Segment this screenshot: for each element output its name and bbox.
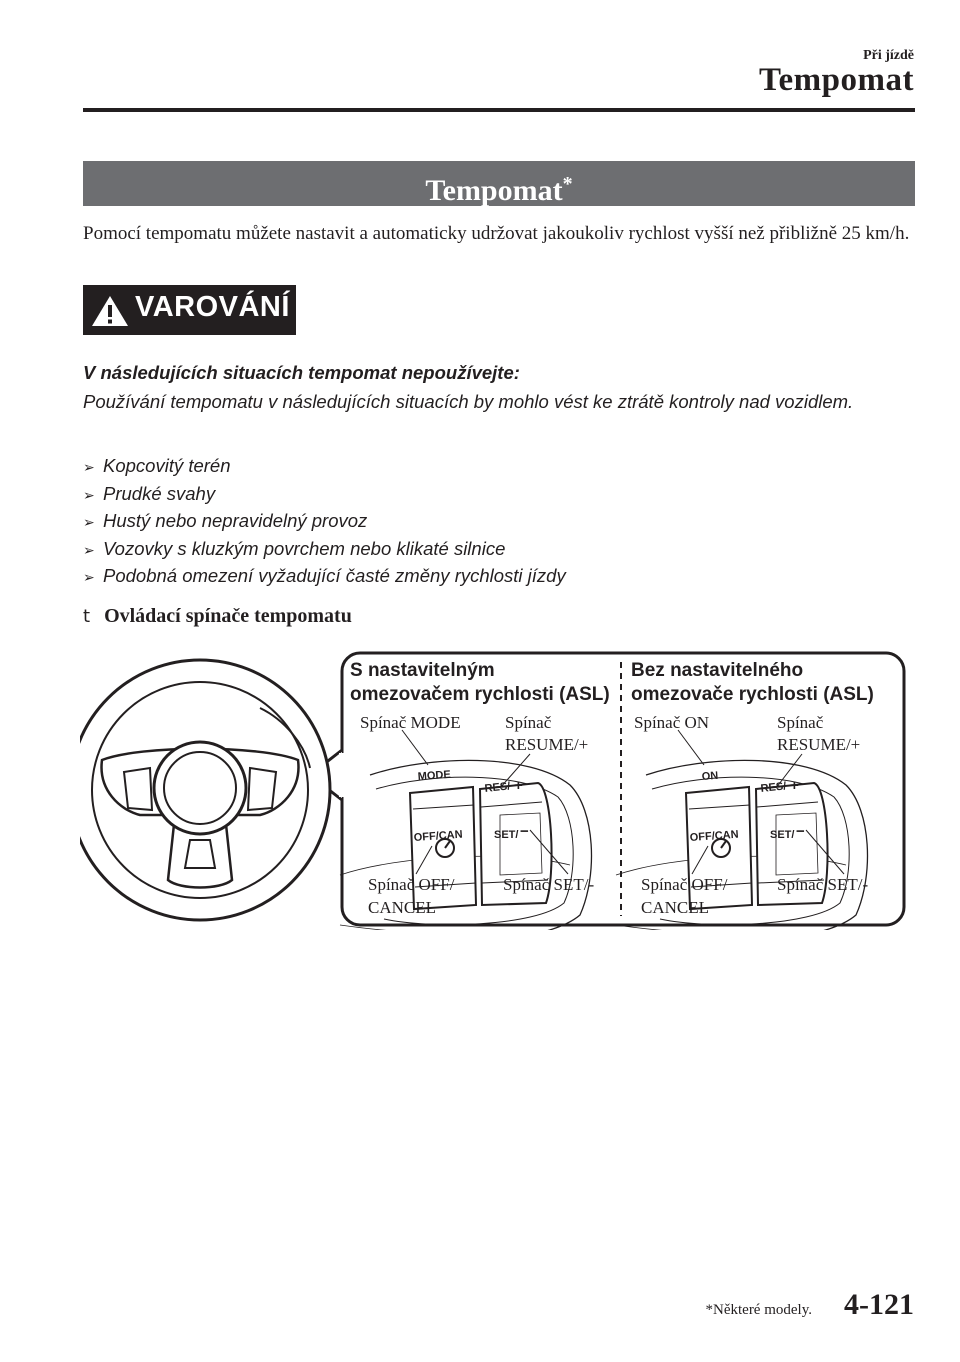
footnote: *Některé modely. — [705, 1302, 812, 1318]
right-panel-title-2: omezovače rychlosti (ASL) — [631, 684, 874, 705]
list-item: ➢ Hustý nebo nepravidelný provoz — [83, 507, 566, 535]
list-item: ➢ Vozovky s kluzkým povrchem nebo klikaté silnice — [83, 535, 566, 563]
minus-symbol: − — [796, 823, 805, 840]
left-label-offcancel-2: CANCEL — [368, 898, 436, 917]
arrow-bullet-icon: ➢ — [83, 569, 95, 585]
page-number: 4-121 — [844, 1288, 914, 1321]
set-button-label: SET/ — [494, 829, 519, 841]
subsection-title: Ovládací spínače tempomatu — [104, 605, 352, 627]
minus-symbol: − — [520, 823, 529, 840]
mode-button-label: MODE — [417, 768, 452, 783]
list-item: ➢ Podobná omezení vyžadující časté změny rychlosti jízdy — [83, 562, 566, 590]
left-label-resume-1: Spínač — [505, 713, 552, 732]
warning-label: VAROVÁNÍ — [135, 291, 290, 323]
subsection-marker: t — [83, 606, 91, 627]
right-label-offcancel-2: CANCEL — [641, 898, 709, 917]
right-label-resume-2: RESUME/+ — [777, 735, 861, 754]
plus-symbol: + — [790, 777, 799, 794]
section-banner — [83, 161, 915, 206]
list-item: ➢ Kopcovitý terén — [83, 452, 566, 480]
cruise-switch-figure — [80, 650, 910, 930]
list-item: ➢ Prudké svahy — [83, 480, 566, 508]
subsection-heading — [83, 605, 352, 628]
set-button-label: SET/ — [770, 829, 795, 841]
right-panel-title-1: Bez nastavitelného — [631, 660, 804, 681]
left-label-set: Spínač SET/- — [503, 875, 595, 894]
header-section: Při jízdě — [863, 48, 914, 63]
right-label-on: Spínač ON — [634, 713, 710, 732]
warning-body: Používání tempomatu v následujících situacích by mohlo vést ke ztrátě kontroly nad vozidlem. — [83, 391, 854, 412]
arrow-bullet-icon: ➢ — [83, 514, 95, 530]
right-label-set: Spínač SET/- — [777, 875, 869, 894]
on-button-label: ON — [701, 769, 719, 783]
steering-wheel — [80, 660, 330, 920]
offcan-button-label: OFF/CAN — [689, 828, 739, 844]
header-title: Tempomat — [759, 62, 914, 98]
left-panel-title-1: S nastavitelným — [350, 660, 495, 681]
warning-list — [83, 452, 566, 590]
left-label-mode: Spínač MODE — [360, 713, 461, 732]
plus-symbol: + — [514, 777, 523, 794]
warning-heading: V následujících situacích tempomat nepoužívejte: — [83, 362, 520, 383]
warning-triangle-icon — [91, 295, 129, 327]
arrow-bullet-icon: ➢ — [83, 486, 95, 503]
left-label-offcancel-1: Spínač OFF/ — [368, 875, 455, 894]
banner-title: Tempomat — [425, 174, 563, 207]
intro-paragraph: Pomocí tempomatu můžete nastavit a automaticky udržovat jakoukoliv rychlost vyšší než přibližně 25 km/h. — [83, 223, 910, 244]
left-panel-title-2: omezovačem rychlosti (ASL) — [350, 684, 610, 705]
arrow-bullet-icon: ➢ — [83, 541, 95, 558]
arrow-bullet-icon: ➢ — [83, 459, 95, 475]
right-label-resume-1: Spínač — [777, 713, 824, 732]
warning-badge — [83, 285, 296, 335]
right-label-offcancel-1: Spínač OFF/ — [641, 875, 728, 894]
res-button-label: RES/ — [484, 780, 511, 795]
header-rule — [83, 108, 915, 112]
left-label-resume-2: RESUME/+ — [505, 735, 589, 754]
res-button-label: RES/ — [760, 780, 787, 795]
optional-mark: * — [562, 173, 573, 195]
offcan-button-label: OFF/CAN — [413, 828, 463, 844]
